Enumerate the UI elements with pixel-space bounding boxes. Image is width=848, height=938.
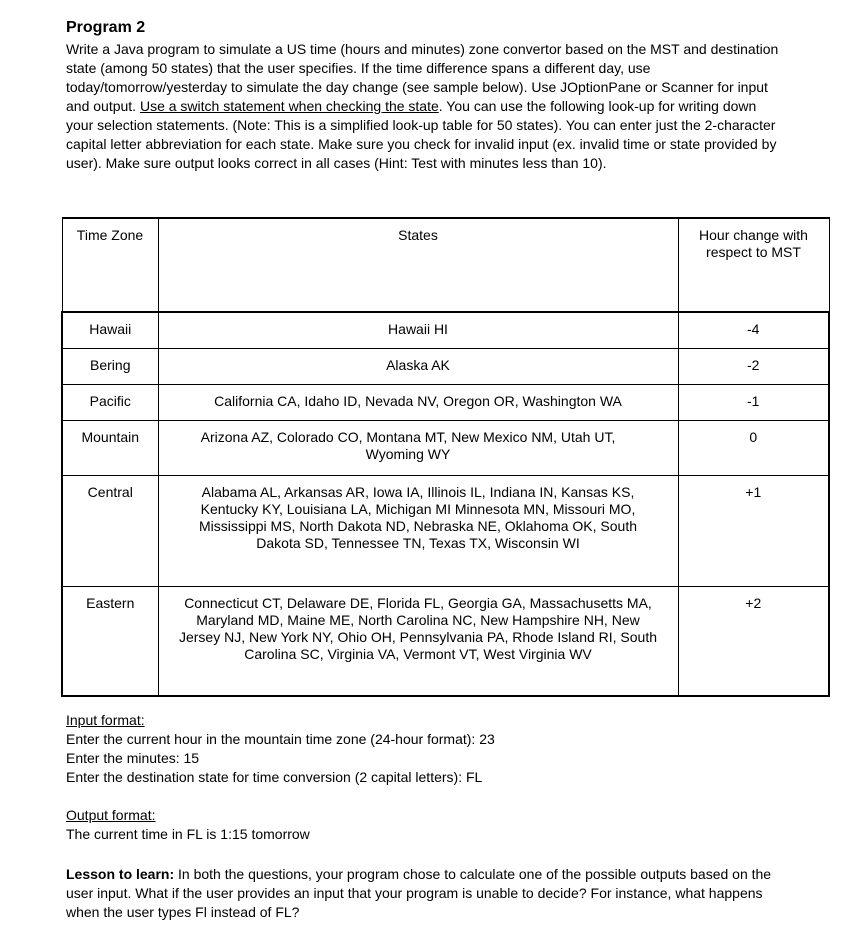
input-format-section (66, 711, 495, 787)
lesson-paragraph (66, 865, 786, 922)
table-row (62, 420, 829, 475)
lesson-label: Lesson to learn: (66, 866, 175, 882)
table-row (62, 348, 829, 384)
zone-cell: Bering (62, 348, 158, 384)
output-format-section (66, 806, 310, 844)
states-cell: Arizona AZ, Colorado CO, Montana MT, New Mexico NM, Utah UT, Wyoming WY (158, 420, 678, 475)
zone-cell: Central (62, 475, 158, 586)
header-states: States (158, 218, 678, 312)
change-cell: +2 (678, 586, 829, 696)
zone-cell: Eastern (62, 586, 158, 696)
states-cell: Alaska AK (158, 348, 678, 384)
states-cell: Alabama AL, Arkansas AR, Iowa IA, Illinois IL, Indiana IN, Kansas KS, Kentucky KY, Louisiana LA, Michigan MI Minnesota MN, Missouri MO, Mississippi MS, North Dakota ND, Nebraska NE, Oklahoma OK, South Dakota SD, Tennessee TN, Texas TX, Wisconsin WI (158, 475, 678, 586)
zone-cell: Hawaii (62, 312, 158, 348)
change-cell: -2 (678, 348, 829, 384)
zone-cell: Pacific (62, 384, 158, 420)
change-cell: 0 (678, 420, 829, 475)
description-part-1: Write a Java program to simulate a US time (hours and minutes) zone convertor based on the MST and destination state (among 50 states) that the user specifies. If the time difference spans a different day, use today/tomorrow/yesterday to simulate the day change (see sample below). Use JOptionPane or Scanner for input and output. (66, 41, 779, 114)
header-hour-change: Hour change with respect to MST (678, 218, 829, 312)
states-cell: Hawaii HI (158, 312, 678, 348)
table-row (62, 586, 829, 696)
input-line: Enter the current hour in the mountain time zone (24-hour format): 23 (66, 731, 495, 747)
output-format-heading: Output format: (66, 807, 156, 823)
table-row (62, 475, 829, 586)
program-title: Program 2 (66, 19, 146, 36)
table-header-row (62, 218, 829, 312)
header-time-zone: Time Zone (62, 218, 158, 312)
change-cell: -4 (678, 312, 829, 348)
change-cell: -1 (678, 384, 829, 420)
input-format-heading: Input format: (66, 712, 145, 728)
lesson-text: In both the questions, your program chose to calculate one of the possible outputs based on the user input. What if the user provides an input that your program is unable to decide? For instance, what happens when the user types Fl instead of FL? (66, 866, 772, 920)
input-line: Enter the destination state for time conversion (2 capital letters): FL (66, 769, 483, 785)
time-zone-table (61, 217, 830, 697)
switch-requirement: Use a switch statement when checking the state (139, 98, 439, 114)
table-row (62, 384, 829, 420)
program-description (66, 40, 786, 173)
description-part-2: . You can use the following look-up for writing down your selection statements. (Note: This is a simplified look-up table for 50 states). You can enter just the 2-character capital letter abbreviation for each state. Make sure you check for invalid input (ex. invalid time or state provided by user). Make sure output looks correct in all cases (Hint: Test with minutes less than 10). (66, 98, 777, 171)
states-cell: Connecticut CT, Delaware DE, Florida FL, Georgia GA, Massachusetts MA, Maryland MD, Maine ME, North Carolina NC, New Hampshire NH, New Jersey NJ, New York NY, Ohio OH, Pennsylvania PA, Rhode Island RI, South Carolina SC, Virginia VA, Vermont VT, West Virginia WV (158, 586, 678, 696)
change-cell: +1 (678, 475, 829, 586)
table-row (62, 312, 829, 348)
states-cell: California CA, Idaho ID, Nevada NV, Oregon OR, Washington WA (158, 384, 678, 420)
zone-cell: Mountain (62, 420, 158, 475)
input-line: Enter the minutes: 15 (66, 750, 200, 766)
output-line: The current time in FL is 1:15 tomorrow (66, 826, 310, 842)
